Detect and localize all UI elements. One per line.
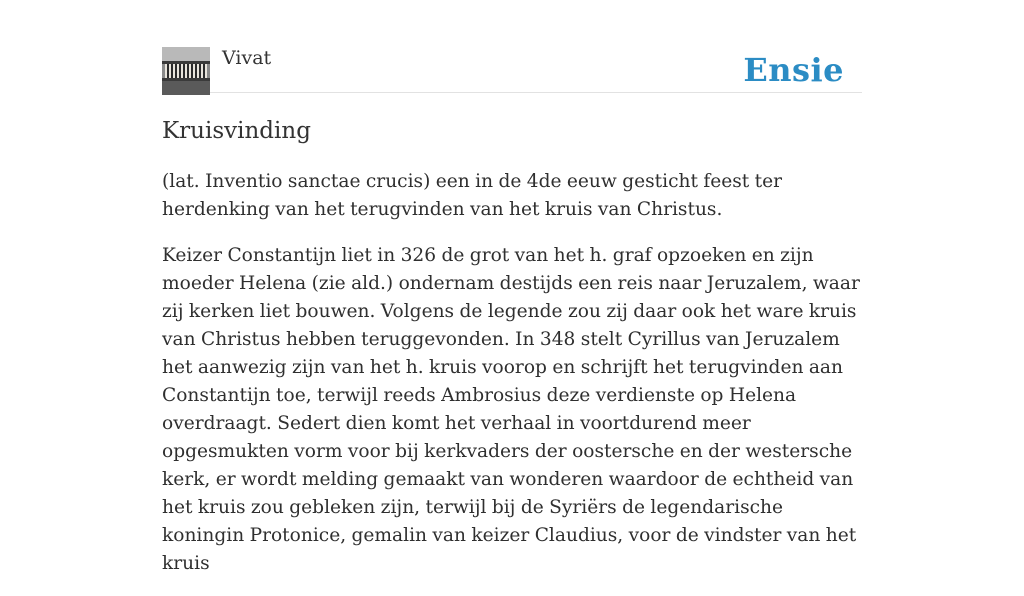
article-paragraph: (lat. Inventio sanctae crucis) een in de 4de eeuw gesticht feest ter herdenking van het terugvinden van het kruis van Christus. bbox=[162, 171, 783, 220]
article-title: Kruisvinding bbox=[162, 118, 311, 144]
avatar[interactable] bbox=[162, 47, 210, 95]
article-body bbox=[162, 168, 862, 596]
article-paragraph: Keizer Constantijn liet in 326 de grot van het h. graf opzoeken en zijn moeder Helena (zie ald.) ondernam destijds een reis naar Jeruzalem, waar zij kerken liet bouwen. Volgens de legende zou zij daar ook het ware kruis van Christus hebben teruggevonden. In 348 stelt Cyrillus van Jeruzalem het aanwezig zijn van het h. kruis voorop en schrijft het terugvinden aan Constantijn toe, terwijl reeds Ambrosius deze verdienste op Helena overdraagt. Sedert dien komt het verhaal in voortdurend meer opgesmukten vorm voor bij kerkvaders der oostersche en der westersche kerk, er wordt melding gemaakt van wonderen waardoor de echtheid van het kruis zou gebleken zijn, terwijl bij de Syriërs de legendarische koningin Protonice, gemalin van keizer Claudius, voor de vindster van het kruis bbox=[162, 245, 860, 574]
brand-logo[interactable]: Ensie bbox=[743, 51, 844, 89]
author-name[interactable]: Vivat bbox=[222, 47, 272, 69]
bookshelf-avatar-image bbox=[162, 47, 210, 95]
page-header bbox=[162, 46, 862, 93]
